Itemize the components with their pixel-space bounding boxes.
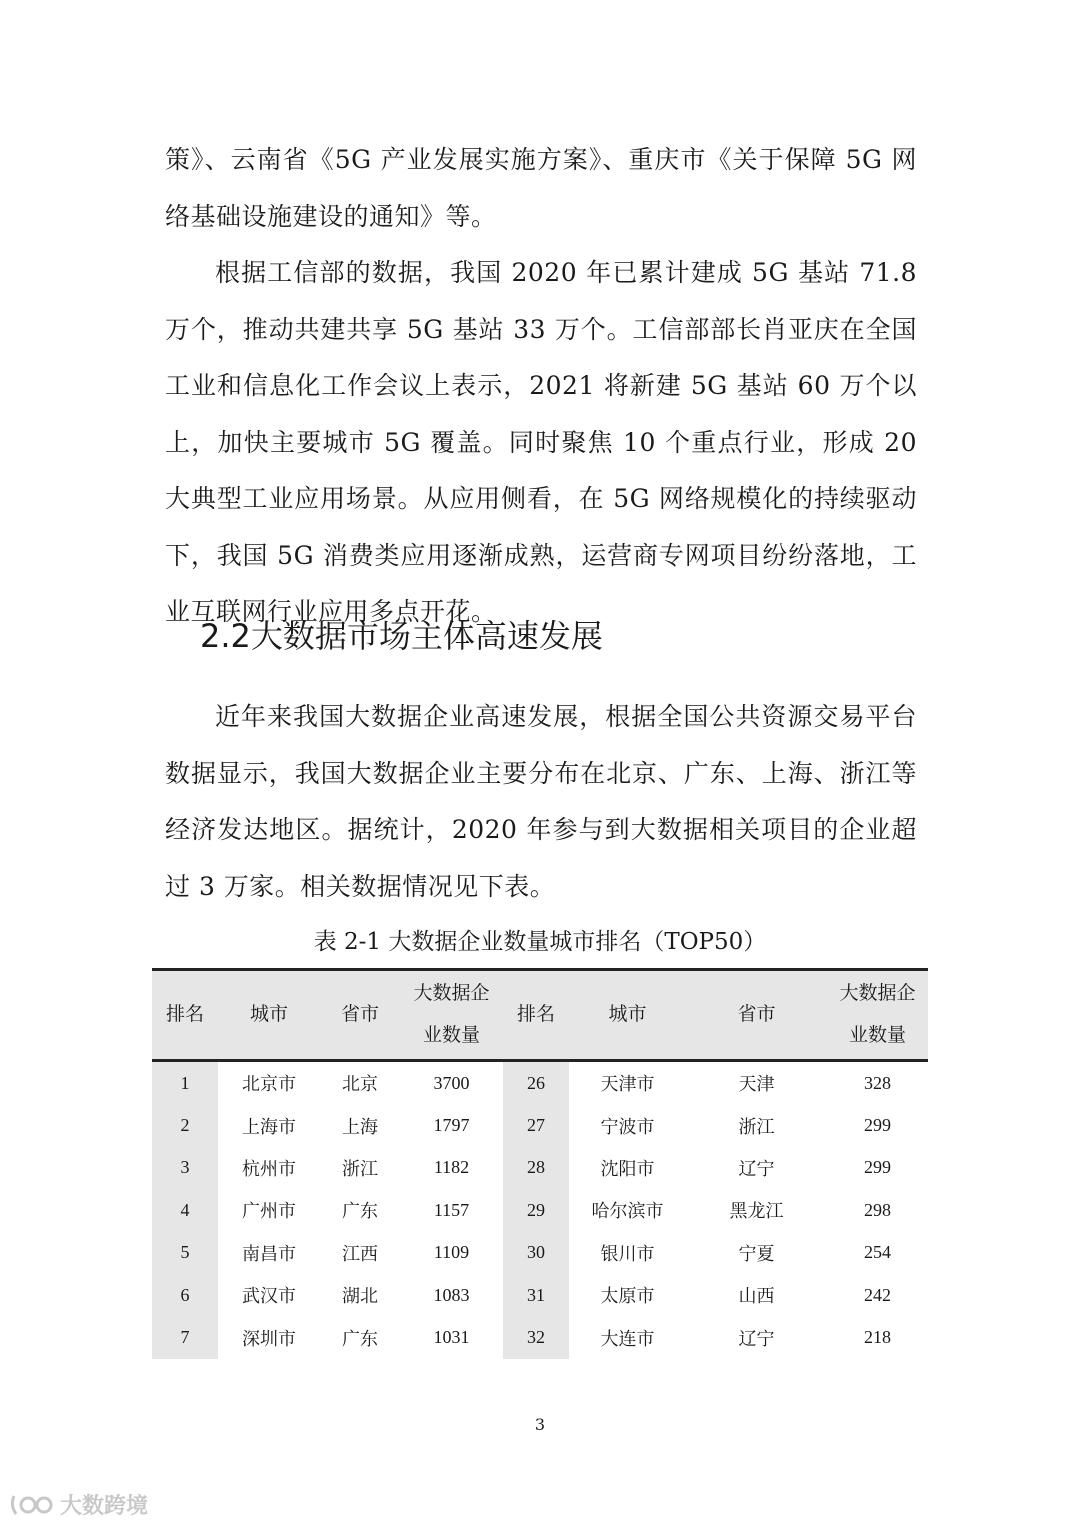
header-province: 省市	[686, 970, 827, 1061]
watermark-text: 大数跨境	[60, 1494, 149, 1519]
cell-count: 3700	[433, 1072, 470, 1093]
cell-city: 天津市	[600, 1074, 655, 1095]
table-row	[152, 1274, 928, 1316]
city-ranking-table	[152, 968, 928, 1359]
cell-province: 天津	[738, 1074, 775, 1095]
cell-city: 武汉市	[242, 1286, 296, 1307]
cell-count: 1083	[433, 1284, 470, 1305]
table-row	[152, 1189, 928, 1231]
header-count: 大数据企 业数量	[400, 970, 503, 1061]
cell-rank: 1	[152, 1061, 218, 1105]
cell-province: 江西	[342, 1243, 378, 1264]
cell-province: 上海	[342, 1116, 378, 1137]
cell-rank: 29	[503, 1189, 569, 1231]
cell-city: 太原市	[600, 1286, 655, 1307]
logo-icon	[8, 1490, 54, 1520]
header-city: 城市	[218, 970, 320, 1061]
table-row	[152, 1104, 928, 1146]
table-header-row	[152, 970, 928, 1061]
header-rank: 排名	[503, 970, 569, 1061]
cell-city: 广州市	[242, 1201, 296, 1222]
cell-rank: 4	[152, 1189, 218, 1231]
cell-count: 218	[864, 1327, 891, 1348]
cell-count: 1031	[433, 1327, 470, 1348]
watermark	[8, 1489, 148, 1520]
cell-city: 南昌市	[242, 1243, 296, 1264]
cell-count: 328	[864, 1072, 891, 1093]
table-row	[152, 1147, 928, 1189]
table-row	[152, 1232, 928, 1274]
cell-province: 宁夏	[738, 1243, 775, 1264]
cell-rank: 26	[503, 1061, 569, 1105]
cell-count: 299	[864, 1115, 891, 1136]
section-heading: 2.2大数据市场主体高速发展	[200, 617, 603, 655]
page-number: 3	[534, 1415, 546, 1434]
cell-count: 1797	[433, 1115, 470, 1136]
cell-count: 1109	[433, 1242, 470, 1263]
paragraph-policy: 策》、云南省《5G 产业发展实施方案》、重庆市《关于保障 5G 网络基础设施建设的通知》等。	[165, 145, 917, 231]
cell-province: 广东	[342, 1201, 378, 1222]
cell-count: 254	[864, 1242, 891, 1263]
cell-city: 杭州市	[242, 1158, 296, 1179]
cell-province: 黑龙江	[729, 1201, 784, 1222]
table-row	[152, 1316, 928, 1358]
cell-rank: 2	[152, 1104, 218, 1146]
cell-rank: 32	[503, 1316, 569, 1358]
cell-city: 北京市	[242, 1074, 296, 1095]
paragraph-bigdata: 近年来我国大数据企业高速发展，根据全国公共资源交易平台数据显示，我国大数据企业主要分布在北京、广东、上海、浙江等经济发达地区。据统计，2020 年参与到大数据相关项目的企业超过 3 万家。相关数据情况见下表。	[165, 702, 917, 901]
cell-rank: 31	[503, 1274, 569, 1316]
cell-count: 1157	[433, 1199, 470, 1220]
cell-province: 山西	[738, 1286, 775, 1307]
cell-rank: 27	[503, 1104, 569, 1146]
cell-rank: 7	[152, 1316, 218, 1358]
cell-rank: 5	[152, 1232, 218, 1274]
cell-province: 湖北	[342, 1286, 378, 1307]
cell-province: 辽宁	[738, 1328, 775, 1349]
table-caption: 表 2-1 大数据企业数量城市排名（TOP50）	[313, 929, 767, 955]
cell-rank: 6	[152, 1274, 218, 1316]
cell-count: 1182	[433, 1157, 470, 1178]
cell-province: 北京	[342, 1074, 378, 1095]
cell-count: 298	[864, 1199, 891, 1220]
header-province: 省市	[320, 970, 400, 1061]
header-rank: 排名	[152, 970, 218, 1061]
cell-province: 浙江	[342, 1158, 378, 1179]
cell-city: 深圳市	[242, 1328, 296, 1349]
cell-city: 沈阳市	[600, 1158, 655, 1179]
header-city: 城市	[569, 970, 686, 1061]
cell-rank: 28	[503, 1147, 569, 1189]
cell-rank: 30	[503, 1232, 569, 1274]
cell-city: 银川市	[600, 1243, 655, 1264]
cell-count: 242	[864, 1284, 891, 1305]
cell-city: 宁波市	[600, 1116, 655, 1137]
cell-city: 上海市	[242, 1116, 296, 1137]
cell-count: 299	[864, 1157, 891, 1178]
cell-city: 大连市	[600, 1328, 655, 1349]
cell-province: 辽宁	[738, 1158, 775, 1179]
cell-rank: 3	[152, 1147, 218, 1189]
header-count: 大数据企 业数量	[827, 970, 928, 1061]
cell-province: 广东	[342, 1328, 378, 1349]
paragraph-5g-stations: 根据工信部的数据，我国 2020 年已累计建成 5G 基站 71.8 万个，推动共建共享 5G 基站 33 万个。工信部部长肖亚庆在全国工业和信息化工作会议上表示，2021 将新建 5G 基站 60 万个以上，加快主要城市 5G 覆盖。同时聚焦 10 个重点行业，形成 20 大典型工业应用场景。从应用侧看，在 5G 网络规模化的持续驱动下，我国 5G 消费类应用逐渐成熟，运营商专网项目纷纷落地，工业互联网行业应用多点开花。	[165, 258, 917, 626]
cell-city: 哈尔滨市	[591, 1201, 664, 1222]
cell-province: 浙江	[738, 1116, 775, 1137]
table-row	[152, 1061, 928, 1105]
